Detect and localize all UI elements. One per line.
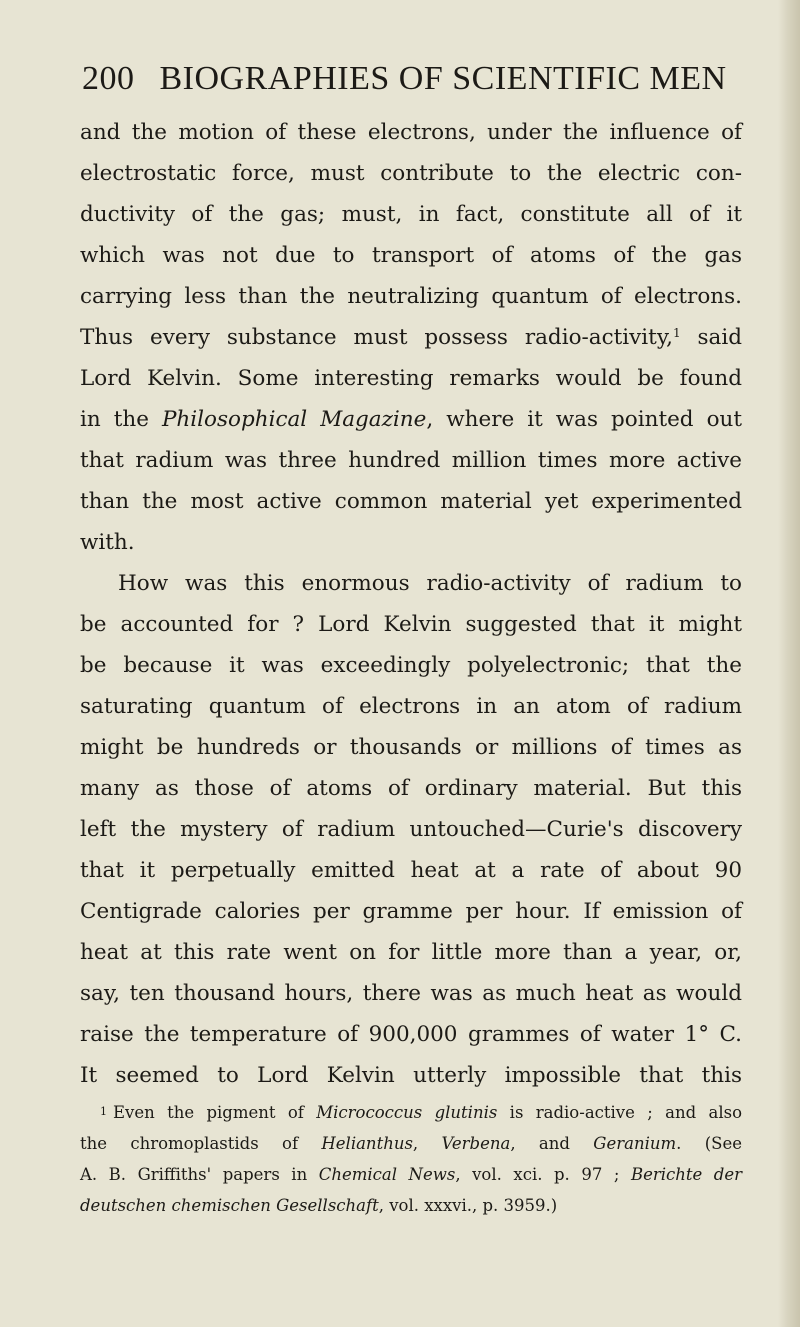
journal-title: Philosophical Magazine (161, 407, 427, 432)
text-line: be because it was exceedingly polyelectronic; that the (80, 653, 742, 678)
text-line: ductivity of the gas; must, in fact, constitute all of it (80, 202, 742, 227)
footnote-line (80, 1128, 742, 1159)
genus-name: Geranium (593, 1134, 677, 1153)
text-segment: Even the pigment of (113, 1103, 317, 1122)
text-line: Centigrade calories per gramme per hour. If emission of (80, 899, 742, 924)
journal-title: deutschen chemischen Gesellschaft (80, 1196, 379, 1215)
text-line: might be hundreds or thousands or millions of times as (80, 735, 742, 760)
text-line (80, 399, 742, 440)
page-number: 200 (82, 60, 135, 97)
footnote-line (80, 1159, 742, 1190)
text-line: raise the temperature of 900,000 grammes of water 1° C. (80, 1022, 742, 1047)
text-segment: the chromoplastids of (80, 1134, 322, 1153)
species-name: Micrococcus glutinis (316, 1103, 498, 1122)
text-line: say, ten thousand hours, there was as much heat as would (80, 981, 742, 1006)
page-edge-shadow (778, 0, 800, 1327)
running-title: BIOGRAPHIES OF SCIENTIFIC MEN (159, 60, 727, 97)
text-segment: Thus every substance must possess radio-activity, (80, 325, 673, 350)
text-segment: , (412, 1134, 442, 1153)
text-line: that radium was three hundred million times more active (80, 448, 742, 473)
footnote-line (80, 1190, 742, 1221)
footnote-reference: 1 (672, 326, 681, 340)
text-line: which was not due to transport of atoms of the gas (80, 243, 742, 268)
footnote-line (80, 1097, 742, 1128)
main-text (80, 112, 742, 1096)
text-segment: A. B. Griffiths' papers in (80, 1165, 319, 1184)
text-line: with. (80, 530, 135, 555)
text-line: than the most active common material yet experimented (80, 489, 742, 514)
text-line: many as those of atoms of ordinary material. But this (80, 776, 742, 801)
text-segment: , and (510, 1134, 594, 1153)
genus-name: Verbena (441, 1134, 511, 1153)
text-segment: is radio-active ; and also (497, 1103, 743, 1122)
footnote-number: 1 (100, 1105, 107, 1118)
genus-name: Helianthus (321, 1134, 413, 1153)
journal-title: Berichte der (630, 1165, 742, 1184)
text-line (80, 317, 742, 358)
text-line: and the motion of these electrons, under the influence of (80, 120, 742, 145)
text-line: left the mystery of radium untouched—Curie's discovery (80, 817, 742, 842)
text-segment: , vol. xxxvi., p. 3959.) (378, 1196, 558, 1215)
text-segment: in the (80, 407, 162, 432)
text-segment: , where it was pointed out (426, 407, 743, 432)
journal-title: Chemical News (318, 1165, 456, 1184)
text-line: that it perpetually emitted heat at a rate of about 90 (80, 858, 742, 883)
text-segment: said (680, 325, 742, 350)
text-line: Lord Kelvin. Some interesting remarks would be found (80, 366, 742, 391)
text-line: electrostatic force, must contribute to the electric con- (80, 161, 742, 186)
text-line: saturating quantum of electrons in an atom of radium (80, 694, 742, 719)
text-segment: . (See (676, 1134, 742, 1153)
text-line: How was this enormous radio-activity of radium to (118, 571, 742, 596)
text-line: It seemed to Lord Kelvin utterly impossible that this (80, 1063, 742, 1088)
running-header (82, 60, 742, 98)
text-line: be accounted for ? Lord Kelvin suggested that it might (80, 612, 742, 637)
text-line: carrying less than the neutralizing quantum of electrons. (80, 284, 742, 309)
footnote (80, 1097, 742, 1221)
text-line: heat at this rate went on for little more than a year, or, (80, 940, 742, 965)
text-segment: , vol. xci. p. 97 ; (455, 1165, 631, 1184)
